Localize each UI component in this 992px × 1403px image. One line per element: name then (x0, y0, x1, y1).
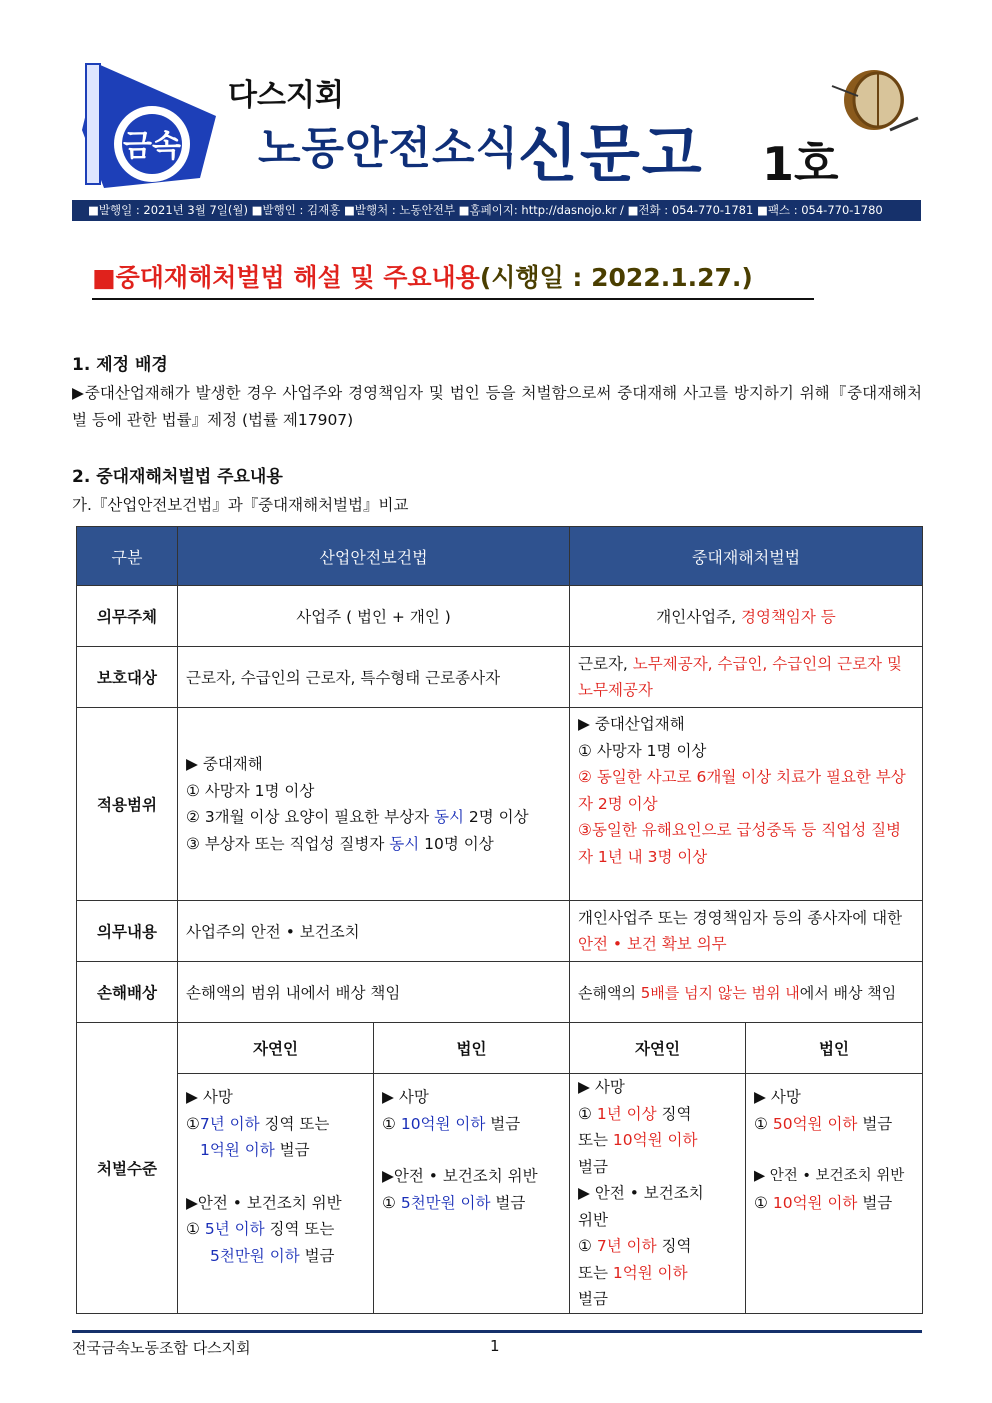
table-row (77, 586, 923, 647)
section-1-title: 1. 제정 배경 (72, 355, 168, 375)
header-sapa: 중대재해처벌법 (570, 527, 923, 586)
table-row (77, 1023, 923, 1074)
headline-title: ■중대재해처벌법 해설 및 주요내용 (92, 263, 480, 292)
subheader-natural: 자연인 (570, 1023, 746, 1074)
table-row (77, 1074, 923, 1314)
cell-sapa: 개인사업주, 경영책임자 등 (570, 586, 923, 647)
cell-osha-natural: ▶ 사망 ①7년 이하 징역 또는 1억원 이하 벌금 ▶안전 • 보건조치 위반 ① 5년 이하 징역 또는 5천만원 이하 벌금 (178, 1074, 374, 1314)
section-2-title: 2. 중대재해처벌법 주요내용 (72, 467, 283, 487)
header-category: 구분 (77, 527, 178, 586)
cell-osha: 사업주 ( 법인 + 개인 ) (178, 586, 570, 647)
footer-divider (72, 1330, 922, 1333)
row-label: 의무주체 (77, 586, 178, 647)
row-label: 보호대상 (77, 647, 178, 708)
table-row (77, 708, 923, 901)
comparison-table (76, 526, 923, 1314)
section-1-body: ▶중대산업재해가 발생한 경우 사업주와 경영책임자 및 법인 등을 처벌함으로써 중대재해 사고를 방지하기 위해『중대재해처벌 등에 관한 법률』제정 (법률 제17907) (72, 384, 922, 429)
cell-sapa-corporate: ▶ 사망 ① 50억원 이하 벌금 ▶ 안전 • 보건조치 위반 ① 10억원 이하 벌금 (746, 1074, 923, 1314)
union-logo (78, 60, 218, 192)
chapter-name: 다스지회 (228, 78, 344, 113)
cell-osha: ▶ 중대재해 ① 사망자 1명 이상 ② 3개월 이상 요양이 필요한 부상자 동시 2명 이상 ③ 부상자 또는 직업성 질병자 동시 10명 이상 (178, 708, 570, 901)
cell-osha: 손해액의 범위 내에서 배상 책임 (178, 962, 570, 1023)
footer-organization: 전국금속노동조합 다스지회 (72, 1339, 251, 1357)
subheader-corporate: 법인 (746, 1023, 923, 1074)
row-label: 처벌수준 (77, 1023, 178, 1314)
comparison-caption: 가.『산업안전보건법』과『중대재해처벌법』비교 (72, 496, 409, 514)
drum-icon (822, 56, 922, 136)
cell-sapa: 손해액의 5배를 넘지 않는 범위 내에서 배상 책임 (570, 962, 923, 1023)
newsletter-brand: 신문고 (518, 117, 704, 190)
article-headline (92, 258, 814, 300)
issue-number: 1호 (762, 137, 839, 191)
cell-osha: 근로자, 수급인의 근로자, 특수형태 근로종사자 (178, 647, 570, 708)
table-row (77, 647, 923, 708)
table-header-row (77, 527, 923, 586)
header-osha: 산업안전보건법 (178, 527, 570, 586)
cell-sapa: 근로자, 노무제공자, 수급인, 수급인의 근로자 및 노무제공자 (570, 647, 923, 708)
row-label: 적용범위 (77, 708, 178, 901)
headline-date: (시행일 : 2022.1.27.) (479, 263, 753, 292)
cell-sapa: ▶ 중대산업재해 ① 사망자 1명 이상 ② 동일한 사고로 6개월 이상 치료가 필요한 부상자 2명 이상 ③동일한 유해요인으로 급성중독 등 직업성 질병자 1년 내 3명 이상 (570, 708, 923, 901)
publication-info-bar: ■발행일 : 2021년 3월 7일(월) ■발행인 : 김재홍 ■발행처 : 노동안전부 ■홈페이지: http://dasnojo.kr / ■전화 : 054-770-1781 ■팩스 : 054-770-1780 (72, 200, 921, 221)
cell-sapa-natural: ▶ 사망 ① 1년 이상 징역 또는 10억원 이하 벌금 ▶ 안전 • 보건조치 위반 ① 7년 이하 징역 또는 1억원 이하 벌금 (570, 1074, 746, 1314)
cell-sapa: 개인사업주 또는 경영책임자 등의 종사자에 대한 안전 • 보건 확보 의무 (570, 901, 923, 962)
subheader-corporate: 법인 (374, 1023, 570, 1074)
table-row (77, 962, 923, 1023)
newsletter-title: 노동안전소식 (258, 123, 520, 174)
row-label: 의무내용 (77, 901, 178, 962)
table-row (77, 901, 923, 962)
logo-text: 금속 (123, 129, 181, 164)
page-number: 1 (490, 1337, 500, 1355)
cell-osha-corporate: ▶ 사망 ① 10억원 이하 벌금 ▶안전 • 보건조치 위반 ① 5천만원 이하 벌금 (374, 1074, 570, 1314)
subheader-natural: 자연인 (178, 1023, 374, 1074)
cell-osha: 사업주의 안전 • 보건조치 (178, 901, 570, 962)
row-label: 손해배상 (77, 962, 178, 1023)
